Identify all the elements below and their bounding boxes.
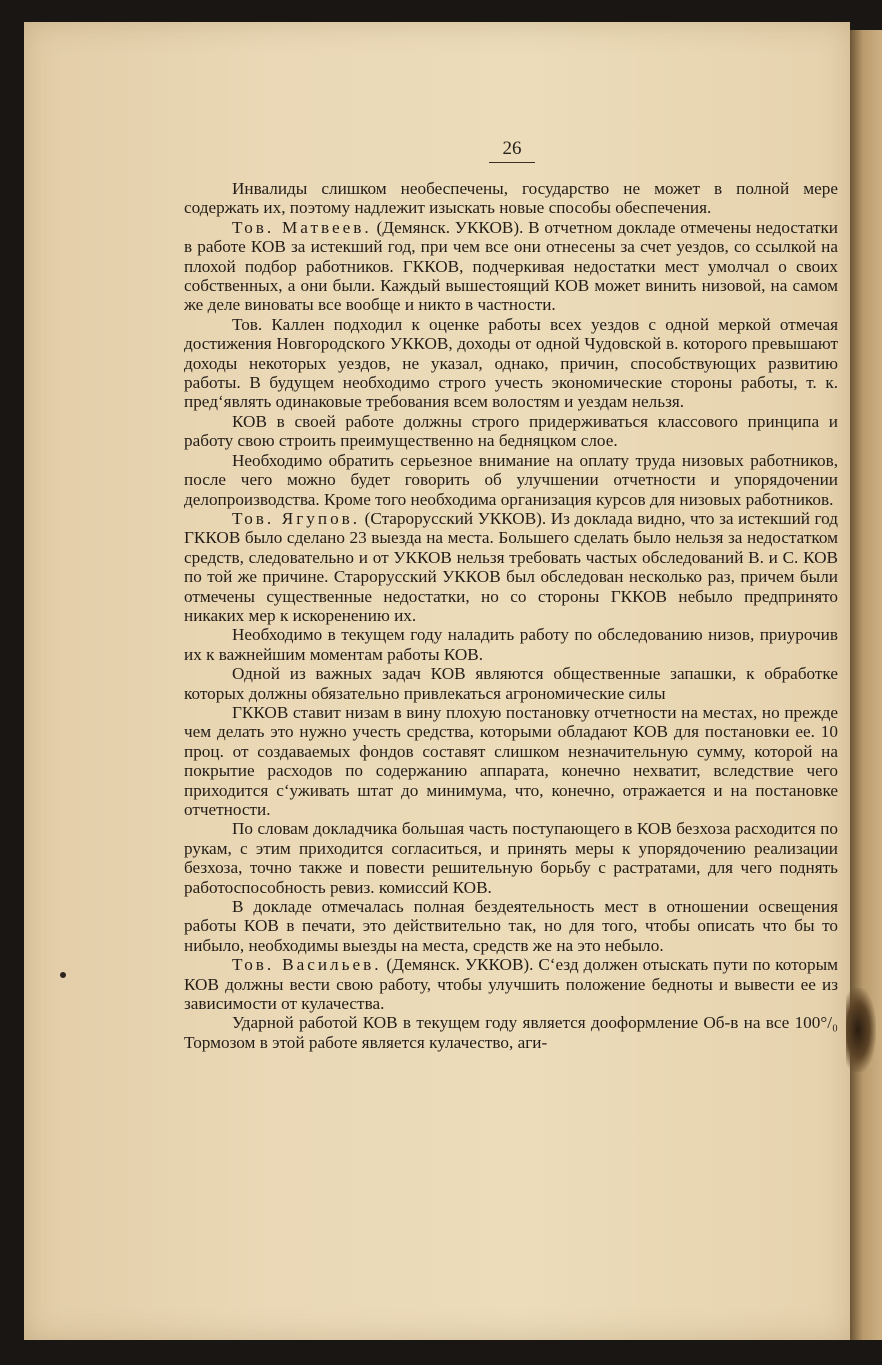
speaker-name: Тов. Васильев.: [232, 955, 382, 975]
paragraph: [184, 703, 838, 819]
paragraph: [184, 315, 838, 412]
book-page: [24, 22, 850, 1340]
page-number: 26: [502, 138, 522, 159]
paragraph-text: Ударной работой КОВ в текущем году является дооформление Об-в на все 100°/₀ Тормозом в этой работе является кулачество, аги-: [184, 1013, 838, 1052]
paragraph-text: (Демянск. УККОВ). В отчетном докладе отмечены недостатки в работе КОВ за истекший год, при чем все они отнесены за счет уездов, со ссылкой на плохой подбор работников. ГККОВ, подчеркивая недостатки мест умолчал о своих собственных, а они были. Каждый вышестоящий КОВ может винить низовой, на самом же деле виноваты все вообще и никто в частности.: [184, 217, 839, 315]
page-number-rule: [489, 162, 535, 163]
paragraph-text: В докладе отмечалась полная бездеятельность мест в отношении освещения работы КОВ в печати, это действительно так, но для того, чтобы описать что бы то нибыло, необходимы выезды на места, средств же на это небыло.: [184, 897, 838, 955]
adjacent-page-edge: [850, 30, 882, 1340]
paragraph: [184, 897, 838, 955]
paragraph-text: (Демянск. УККОВ). С‘езд должен отыскать пути по которым КОВ должны вести свою работу, чтобы улучшить положение бедноты и вывести ее из зависимости от кулачества.: [184, 955, 839, 1014]
paragraph-text: Инвалиды слишком необеспечены, государство не может в полной мере содержать их, поэтому надлежит изыскать новые способы обеспечения.: [184, 179, 838, 218]
paragraph-text: ГККОВ ставит низам в вину плохую постановку отчетности на местах, но прежде чем делать это нужно учесть средства, которыми обладают КОВ для постановки ее. 10 проц. от создаваемых фондов составят слишком незначительную сумму, которой на покрытие расходов по содержанию аппарата, конечно нехватит, вследствие чего приходится с‘уживать штат до минимума, что, конечно, отражается и на постановке отчетности.: [184, 702, 838, 819]
paragraph: [184, 509, 838, 625]
paragraph: [184, 664, 838, 703]
paragraph-text: Необходимо в текущем году наладить работу по обследованию низов, приурочив их к важнейшим моментам работы КОВ.: [184, 625, 838, 664]
paragraph: [184, 179, 838, 218]
body-text: [184, 179, 838, 1052]
paragraph: [184, 412, 838, 451]
paragraph-text: КОВ в своей работе должны строго придерживаться классового принципа и работу свою строить преимущественно на бедняцком слое.: [184, 411, 838, 451]
paragraph-text: Тов. Каллен подходил к оценке работы всех уездов с одной меркой отмечая достижения Новгородского УККОВ, доходы от одной Чудовской в. которого превышают доходы некоторых уездов, не указал, однако, причин, способствующих развитию работы. В будущем необходимо строго учесть экономические стороны работы, т. к. пред‘являть одинаковые требования всем волостям и уездам нельзя.: [184, 314, 838, 412]
paragraph: [184, 955, 838, 1013]
speaker-name: Тов. Ягупов.: [232, 508, 361, 528]
paragraph-text: По словам докладчика большая часть поступающего в КОВ безхоза расходится по рукам, с этим приходится согласиться, и принять меры к упорядочению реализации безхоза, точно также и повести решительную борьбу с растратами, для чего поднять работоспособность ревиз. комиссий КОВ.: [184, 819, 838, 897]
speaker-name: Тов. Матвеев.: [232, 217, 372, 237]
torn-paper-edge: [846, 988, 876, 1072]
paragraph-text: (Старорусский УККОВ). Из доклада видно, что за истекший год ГККОВ было сделано 23 выезда на места. Большего сделать было нельзя за недостатком средств, следовательно и от УККОВ нельзя требовать частых обследований В. и С. КОВ по той же причине. Старорусский УККОВ был обследован несколько раз, причем были отмечены существенные недостатки, но со стороны ГККОВ небыло предпринято никаких мер к искоренению их.: [184, 508, 838, 625]
paragraph: [184, 1013, 838, 1052]
ink-spot: [60, 972, 66, 978]
paragraph: [184, 819, 838, 897]
paragraph: [184, 218, 838, 315]
paragraph: [184, 451, 838, 509]
paragraph: [184, 625, 838, 664]
paragraph-text: Необходимо обратить серьезное внимание на оплату труда низовых работников, после чего можно будет говорить об улучшении отчетности и упорядочении делопроизводства. Кроме того необходима организация курсов для низовых работников.: [184, 450, 838, 509]
paragraph-text: Одной из важных задач КОВ являются общественные запашки, к обработке которых должны обязательно привлекаться агрономические силы: [184, 664, 838, 703]
